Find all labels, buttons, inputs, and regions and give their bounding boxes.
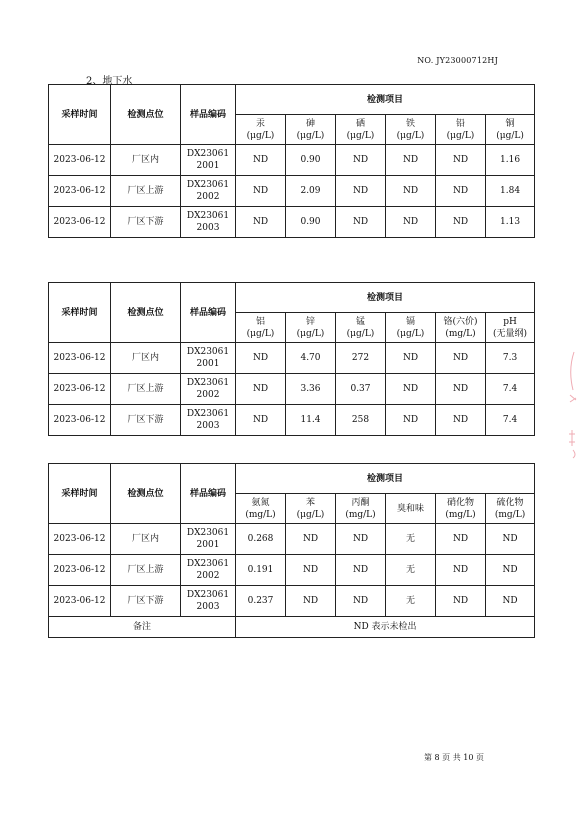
cell-value: 4.70 <box>286 343 336 374</box>
cell-value: 无 <box>386 524 436 555</box>
table-row <box>49 207 535 238</box>
cell-value: 0.90 <box>286 207 336 238</box>
code-part: 2003 <box>196 223 220 233</box>
cell-value: 1.84 <box>486 176 535 207</box>
column-unit: (mg/L) <box>345 509 376 520</box>
column-name: 铜 <box>505 118 515 129</box>
cell-value: ND <box>236 405 286 436</box>
column-header <box>286 115 336 145</box>
code-part: DX23061 <box>186 590 230 600</box>
cell-value: 258 <box>336 405 386 436</box>
cell-code <box>181 586 236 617</box>
code-part: DX23061 <box>186 180 230 190</box>
header-test-items: 检测项目 <box>236 85 535 115</box>
code-part: DX23061 <box>186 211 230 221</box>
column-name: 苯 <box>305 497 315 508</box>
cell-value: ND <box>386 405 436 436</box>
column-unit: (mg/L) <box>494 509 526 520</box>
cell-value: ND <box>436 374 486 405</box>
cell-value: ND <box>436 343 486 374</box>
header-location: 检测点位 <box>111 85 181 145</box>
cell-code <box>181 176 236 207</box>
cell-time: 2023-06-12 <box>49 586 111 617</box>
cell-location: 厂区内 <box>111 524 181 555</box>
column-header <box>436 115 486 145</box>
header-test-items: 检测项目 <box>236 283 535 313</box>
cell-value: 0.37 <box>336 374 386 405</box>
cell-value: ND <box>436 555 486 586</box>
cell-code <box>181 374 236 405</box>
cell-value: ND <box>486 555 535 586</box>
cell-value: 11.4 <box>286 405 336 436</box>
column-unit: (μg/L) <box>346 130 375 141</box>
column-unit: (μg/L) <box>296 130 325 141</box>
cell-time: 2023-06-12 <box>49 145 111 176</box>
cell-time: 2023-06-12 <box>49 555 111 586</box>
column-unit: (μg/L) <box>346 328 375 339</box>
cell-location: 厂区下游 <box>111 405 181 436</box>
column-header <box>236 494 286 524</box>
column-header <box>486 494 535 524</box>
code-part: DX23061 <box>186 347 230 357</box>
column-header <box>336 313 386 343</box>
code-part: 2003 <box>196 602 220 612</box>
cell-value: ND <box>386 176 436 207</box>
header-location: 检测点位 <box>111 464 181 524</box>
column-unit: (μg/L) <box>246 328 275 339</box>
column-name: 锌 <box>305 316 315 327</box>
header-sample-code: 样品编码 <box>181 464 236 524</box>
cell-code <box>181 524 236 555</box>
code-part: DX23061 <box>186 409 230 419</box>
cell-value: 7.4 <box>486 374 535 405</box>
note-row <box>49 617 535 638</box>
column-unit: (μg/L) <box>496 130 524 141</box>
code-part: 2001 <box>196 359 220 369</box>
cell-value: ND <box>386 145 436 176</box>
column-name: 铝 <box>255 316 265 327</box>
cell-value: 0.268 <box>236 524 286 555</box>
cell-value: 272 <box>336 343 386 374</box>
seal-stamp-fragment <box>564 350 580 460</box>
cell-value: ND <box>236 343 286 374</box>
column-unit: (μg/L) <box>296 509 325 520</box>
code-part: DX23061 <box>186 149 230 159</box>
cell-value: ND <box>286 524 336 555</box>
column-name: 硒 <box>355 118 365 129</box>
cell-value: 无 <box>386 586 436 617</box>
column-header <box>386 494 436 524</box>
column-name: pH <box>503 316 517 327</box>
cell-value: ND <box>336 145 386 176</box>
cell-value: ND <box>236 374 286 405</box>
cell-value: 0.237 <box>236 586 286 617</box>
cell-value: 1.13 <box>486 207 535 238</box>
cell-value: 0.191 <box>236 555 286 586</box>
column-header <box>386 313 436 343</box>
cell-value: 无 <box>386 555 436 586</box>
cell-location: 厂区上游 <box>111 555 181 586</box>
note-text: ND 表示未检出 <box>236 617 535 638</box>
column-unit: (mg/L) <box>445 328 476 339</box>
table-row <box>49 145 535 176</box>
code-part: 2002 <box>196 390 220 400</box>
column-name: 氨氮 <box>251 497 270 508</box>
column-header <box>336 115 386 145</box>
note-label: 备注 <box>49 617 236 638</box>
code-part: DX23061 <box>186 528 230 538</box>
column-unit: (μg/L) <box>396 130 425 141</box>
cell-value: ND <box>436 586 486 617</box>
column-name: 汞 <box>255 118 265 129</box>
cell-value: 7.4 <box>486 405 535 436</box>
cell-value: ND <box>336 524 386 555</box>
header-sampling-time: 采样时间 <box>49 464 111 524</box>
cell-location: 厂区上游 <box>111 374 181 405</box>
column-name: 锰 <box>355 316 365 327</box>
report-number: NO. JY23000712HJ <box>417 56 498 65</box>
cell-code <box>181 207 236 238</box>
cell-value: 7.3 <box>486 343 535 374</box>
column-name: 硝化物 <box>446 497 474 508</box>
table-row <box>49 586 535 617</box>
code-part: 2001 <box>196 540 220 550</box>
column-name: 镉 <box>405 316 415 327</box>
cell-time: 2023-06-12 <box>49 207 111 238</box>
cell-code <box>181 145 236 176</box>
cell-code <box>181 405 236 436</box>
column-unit: (μg/L) <box>396 328 425 339</box>
table-row <box>49 405 535 436</box>
cell-value: ND <box>286 586 336 617</box>
cell-location: 厂区内 <box>111 343 181 374</box>
cell-value: ND <box>336 176 386 207</box>
cell-value: ND <box>236 207 286 238</box>
cell-location: 厂区下游 <box>111 207 181 238</box>
cell-value: ND <box>336 207 386 238</box>
cell-value: ND <box>386 374 436 405</box>
column-header <box>236 115 286 145</box>
groundwater-table-1 <box>48 84 535 238</box>
cell-time: 2023-06-12 <box>49 405 111 436</box>
page-number: 第 8 页 共 10 页 <box>424 753 484 762</box>
column-header <box>436 494 486 524</box>
section-title: 2、地下水 <box>86 76 133 87</box>
code-part: DX23061 <box>186 559 230 569</box>
header-sample-code: 样品编码 <box>181 283 236 343</box>
cell-time: 2023-06-12 <box>49 524 111 555</box>
table-row <box>49 374 535 405</box>
column-name: 丙酮 <box>351 497 370 508</box>
cell-time: 2023-06-12 <box>49 343 111 374</box>
code-part: DX23061 <box>186 378 230 388</box>
code-part: 2002 <box>196 571 220 581</box>
code-part: 2003 <box>196 421 220 431</box>
header-sample-code: 样品编码 <box>181 85 236 145</box>
column-header <box>436 313 486 343</box>
cell-value: ND <box>486 524 535 555</box>
column-name: 铅 <box>455 118 465 129</box>
cell-location: 厂区内 <box>111 145 181 176</box>
cell-value: ND <box>436 524 486 555</box>
cell-value: ND <box>486 586 535 617</box>
column-header <box>486 115 535 145</box>
cell-value: ND <box>436 405 486 436</box>
cell-value: 0.90 <box>286 145 336 176</box>
header-sampling-time: 采样时间 <box>49 283 111 343</box>
column-header <box>286 494 336 524</box>
cell-value: ND <box>386 343 436 374</box>
cell-value: ND <box>236 145 286 176</box>
column-unit: (μg/L) <box>446 130 475 141</box>
cell-location: 厂区上游 <box>111 176 181 207</box>
column-name: 硫化物 <box>496 497 524 508</box>
code-part: 2001 <box>196 161 220 171</box>
column-header <box>236 313 286 343</box>
column-unit: (mg/L) <box>445 509 476 520</box>
column-unit: (μg/L) <box>296 328 325 339</box>
column-unit: (mg/L) <box>245 509 276 520</box>
header-sampling-time: 采样时间 <box>49 85 111 145</box>
table-row <box>49 176 535 207</box>
table-row <box>49 555 535 586</box>
cell-time: 2023-06-12 <box>49 374 111 405</box>
groundwater-table-3 <box>48 463 535 638</box>
cell-value: 3.36 <box>286 374 336 405</box>
cell-value: ND <box>386 207 436 238</box>
header-location: 检测点位 <box>111 283 181 343</box>
groundwater-table-2 <box>48 282 535 436</box>
cell-value: 1.16 <box>486 145 535 176</box>
cell-value: ND <box>286 555 336 586</box>
cell-value: ND <box>236 176 286 207</box>
cell-value: ND <box>336 555 386 586</box>
cell-code <box>181 343 236 374</box>
column-name: 臭和味 <box>396 503 424 514</box>
column-name: 铁 <box>405 118 415 129</box>
cell-location: 厂区下游 <box>111 586 181 617</box>
cell-time: 2023-06-12 <box>49 176 111 207</box>
column-header <box>336 494 386 524</box>
column-unit: (无量纲) <box>493 328 528 339</box>
cell-value: ND <box>436 176 486 207</box>
cell-code <box>181 555 236 586</box>
header-test-items: 检测项目 <box>236 464 535 494</box>
table-row <box>49 343 535 374</box>
cell-value: 2.09 <box>286 176 336 207</box>
cell-value: ND <box>436 207 486 238</box>
table-row <box>49 524 535 555</box>
column-header <box>386 115 436 145</box>
column-header <box>486 313 535 343</box>
cell-value: ND <box>336 586 386 617</box>
cell-value: ND <box>436 145 486 176</box>
code-part: 2002 <box>196 192 220 202</box>
column-header <box>286 313 336 343</box>
column-name: 铬(六价) <box>443 316 478 327</box>
column-name: 砷 <box>305 118 315 129</box>
column-unit: (μg/L) <box>246 130 275 141</box>
